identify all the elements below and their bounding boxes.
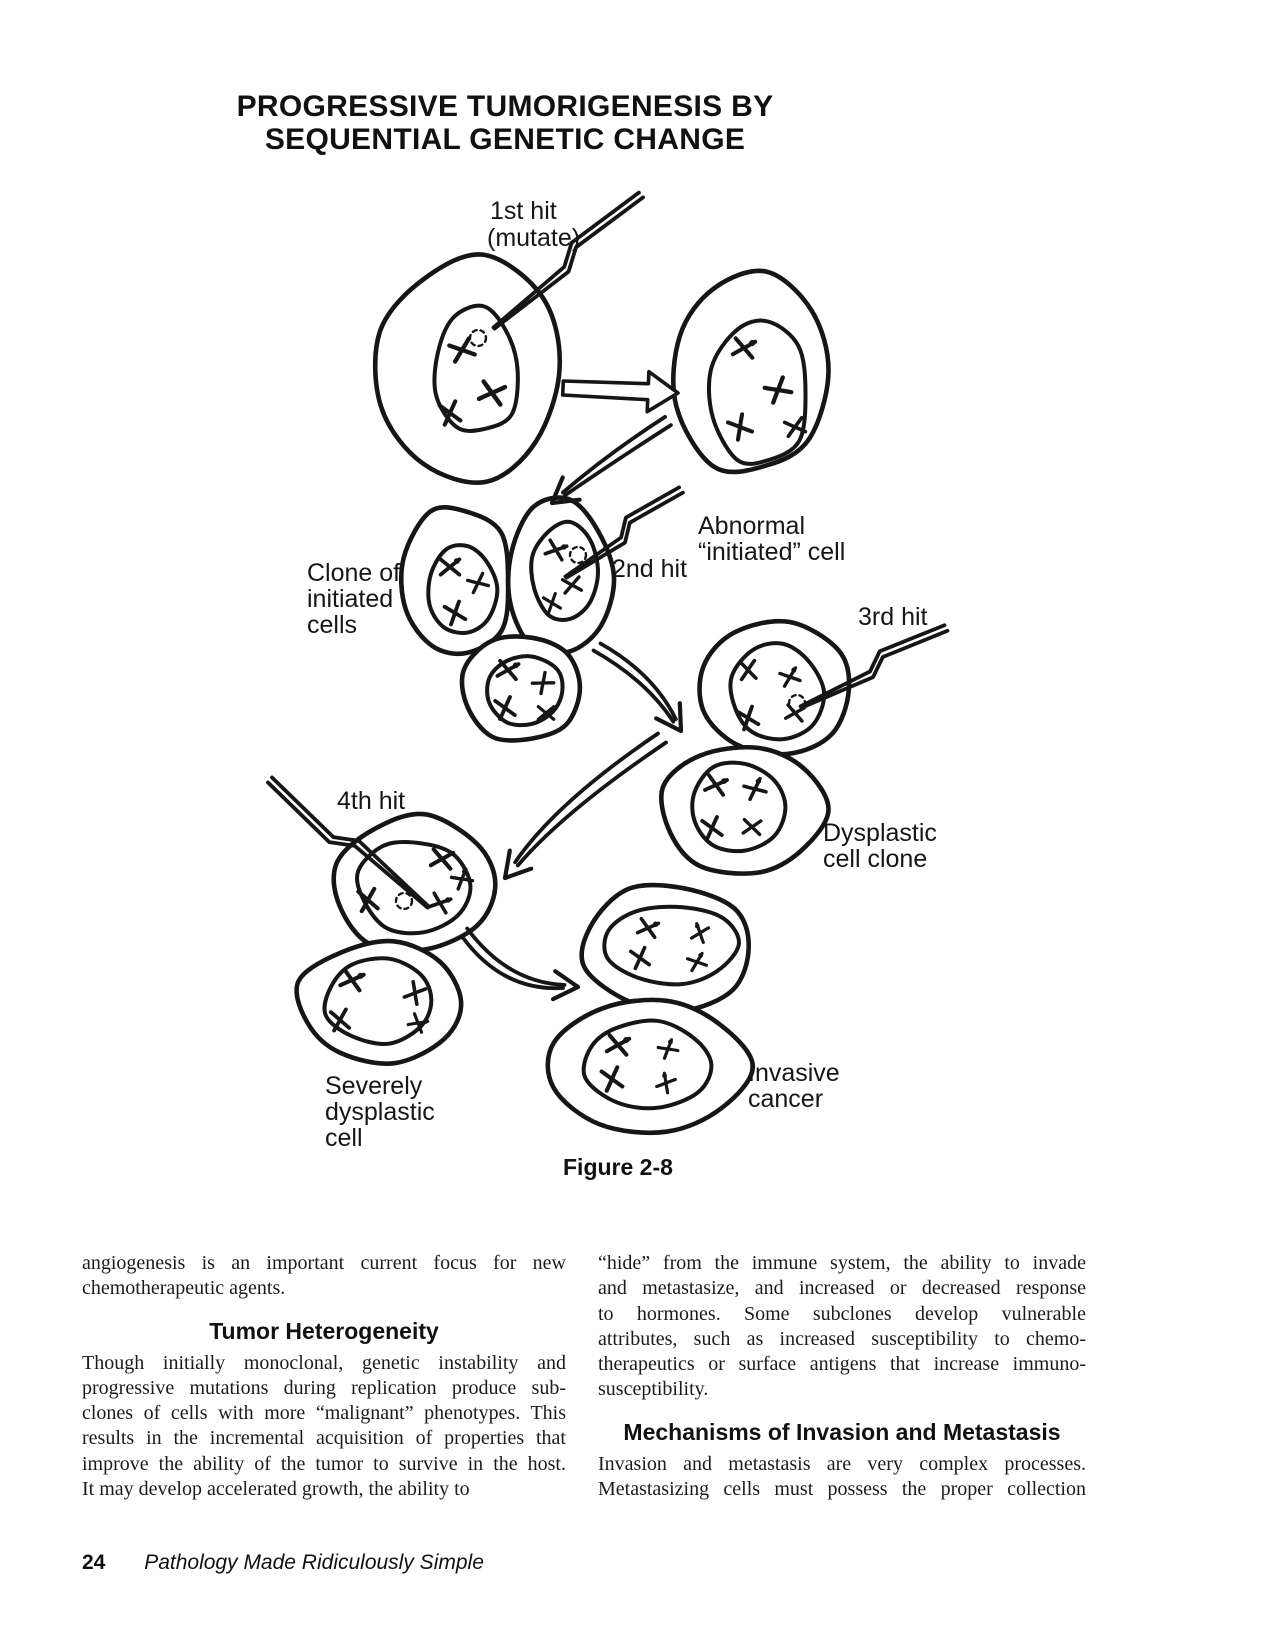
book-title: Pathology Made Ridiculously Simple (144, 1551, 484, 1574)
text-line: results in the incremental acquisition of properties that (82, 1427, 566, 1450)
page-footer (82, 1551, 484, 1575)
figure-label-initiated-cell: “initiated” cell (698, 538, 846, 566)
right-column (598, 1251, 1086, 1502)
figure-label-4th-hit: 4th hit (337, 787, 406, 815)
figure-title (180, 90, 830, 156)
text-line: It may develop accelerated growth, the ability to (82, 1478, 470, 1501)
figure-label-initiated: initiated (307, 585, 394, 613)
figure-label-dysplastic: dysplastic (325, 1098, 435, 1126)
invasive-cell-1 (582, 885, 749, 1011)
arrow-original-to-initiated-icon (563, 372, 678, 412)
paragraph-hide-immune (598, 1251, 1086, 1403)
paragraph-tumor-heterogeneity (82, 1351, 566, 1503)
figure-label-cancer: cancer (748, 1085, 824, 1113)
text-line: Metastasizing cells must possess the proper collection (598, 1478, 1086, 1501)
section-heading-invasion-metastasis: Mechanisms of Invasion and Metastasis (623, 1418, 1061, 1445)
figure-label-cell: cell (325, 1124, 363, 1152)
text-line: Invasion and metastasis are very complex processes. (598, 1452, 1086, 1475)
figure-label-invasive: Invasive (748, 1059, 840, 1087)
clone-cell-1 (401, 507, 508, 653)
text-line: angiogenesis is an important current focus for new (82, 1252, 566, 1274)
figure-label-mutate: (mutate) (487, 224, 581, 252)
figure-title-line1: PROGRESSIVE TUMORIGENESIS BY (236, 90, 774, 123)
invasive-cell-2 (548, 1000, 753, 1133)
clone-cell-3 (462, 636, 580, 740)
text-line: Though initially monoclonal, genetic instability and (82, 1351, 566, 1374)
paragraph-invasion-metastasis (598, 1452, 1086, 1503)
page-number: 24 (82, 1551, 106, 1574)
dysplastic-clone-cell (661, 747, 828, 873)
figure-label-cell-clone: cell clone (823, 845, 928, 873)
text-line: therapeutics or surface antigens that increase immuno- (598, 1353, 1086, 1376)
figure-label-1st-hit: 1st hit (490, 197, 557, 225)
third-hit-cell (700, 621, 850, 754)
figure-label-severely: Severely (325, 1072, 423, 1100)
arrow-initiated-to-clone-icon (552, 417, 671, 503)
arrow-to-invasive-icon (463, 929, 578, 1000)
tumorigenesis-figure (0, 165, 1275, 1195)
figure-label-clone-of: Clone of (307, 559, 401, 587)
severely-dysplastic-cell (297, 941, 462, 1064)
original-cell (375, 254, 560, 482)
left-column (82, 1251, 566, 1502)
text-line: improve the ability of the tumor to survive in the host. (82, 1452, 566, 1475)
figure-label-2nd-hit: 2nd hit (612, 555, 688, 583)
figure-title-line2: SEQUENTIAL GENETIC CHANGE (264, 123, 746, 156)
text-line: attributes, such as increased susceptibility to chemo- (598, 1327, 1086, 1350)
figure-caption: Figure 2-8 (563, 1154, 673, 1180)
figure-label-dysplastic: Dysplastic (823, 819, 937, 847)
text-line: progressive mutations during replication produce sub- (82, 1376, 566, 1399)
figure-label-abnormal: Abnormal (698, 512, 805, 540)
clone-cell-2 (508, 498, 614, 654)
section-heading-tumor-heterogeneity: Tumor Heterogeneity (209, 1317, 439, 1344)
arrow-clone-to-third-hit-icon (594, 644, 682, 732)
text-line: clones of cells with more “malignant” phenotypes. This (82, 1402, 566, 1425)
text-line: and metastasize, and increased or decreased response (598, 1277, 1086, 1300)
text-line: chemotherapeutic agents. (82, 1277, 286, 1300)
paragraph-angiogenesis (82, 1251, 566, 1302)
figure-label-cells: cells (307, 611, 358, 639)
text-line: “hide” from the immune system, the ability to invade (598, 1252, 1086, 1274)
text-line: susceptibility. (598, 1378, 709, 1401)
text-line: to hormones. Some subclones develop vulnerable (598, 1302, 1086, 1325)
abnormal-initiated-cell (673, 271, 828, 472)
figure-label-3rd-hit: 3rd hit (858, 603, 928, 631)
arrow-to-fourth-hit-icon (505, 734, 666, 879)
